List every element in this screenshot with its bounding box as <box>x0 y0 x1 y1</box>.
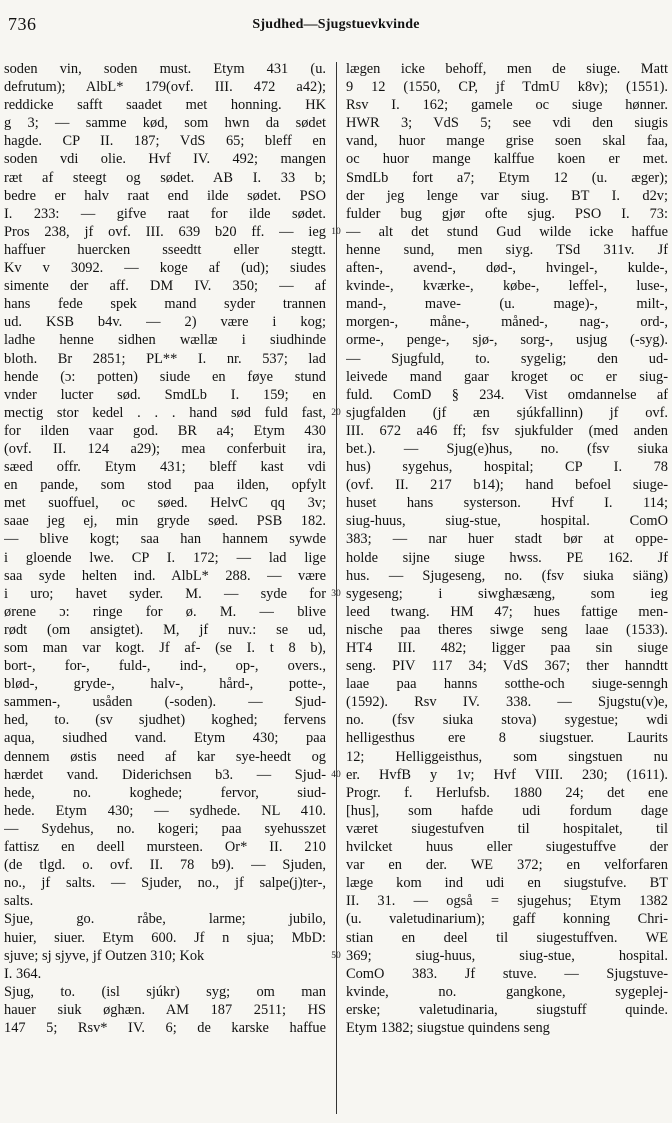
left-column-line: soden vdi olie. Hvf IV. 492; mangen <box>4 151 326 168</box>
left-column-line: fattisz en deell mursteen. Or* II. 210 <box>4 839 326 856</box>
left-column-line: haffuer huercken sseedtt eller stegtt. <box>4 241 326 258</box>
right-column-line: sjugfalden (jf æn sjúkfallinn) jf ovf. <box>346 404 668 421</box>
left-column-line: Sjug, to. (isl sjúkr) syg; om man <box>4 983 326 1000</box>
right-column-line: fuld. ComD § 234. Vist omdannelse af <box>346 386 668 403</box>
right-column-line: (u. valetudinarium); gaff konning Chri- <box>346 911 668 928</box>
line-number: 30 <box>331 588 341 599</box>
right-column-line: helligesthus ere 8 siugstuer. Laurits <box>346 730 668 747</box>
right-column-line: aften-, avend-, død-, hvingel-, kulde-, <box>346 260 668 277</box>
left-column-line: saae jeg ej, min gryde søed. PSB 182. <box>4 513 326 530</box>
line-number: 10 <box>331 226 341 237</box>
left-column-line: salts. <box>4 893 34 910</box>
right-column-line: (1592). Rsv IV. 338. — Sjugstu(v)e, <box>346 694 668 711</box>
right-column-line: holde sijne siuge hwss. PE 162. Jf <box>346 549 668 566</box>
left-column-line: hede, no. koghede; fervor, siud- <box>4 784 326 801</box>
left-column-line: (de tlgd. o. ovf. II. 78 b9). — Sjuden, <box>4 857 326 874</box>
right-column-line: er. HvfB y 1v; Hvf VIII. 230; (1611). <box>346 766 668 783</box>
right-column-line: stian en deel til siugestuffven. WE <box>346 929 668 946</box>
left-column-line: Pros 238, jf ovf. III. 639 b20 ff. — ieg <box>4 223 326 240</box>
right-column-line: HWR 3; VdS 5; see vdi den siugis <box>346 115 668 132</box>
right-column-line: siug-huus, siug-stue, hospital. ComO <box>346 513 668 530</box>
left-column-line: I. 233: — gifve raat for ilde sødet. <box>4 205 326 222</box>
right-column-line: fulder bug gjør ofte sjug. PSO I. 73: <box>346 205 668 222</box>
left-column-line: dennem østis need af kar sye-heedt og <box>4 748 326 765</box>
page-header <box>0 14 672 38</box>
left-column-line: for ilden vaar god. BR a4; Etym 430 <box>4 422 326 439</box>
right-column-line: mand-, mave- (u. mage)-, milt-, <box>346 296 668 313</box>
right-column-line: ComO 383. Jf stuve. — Sjugstuve- <box>346 965 668 982</box>
right-column-line: hus) sygehus, hospital; CP I. 78 <box>346 459 668 476</box>
right-column-line: var en der. WE 372; en velforfaren <box>346 857 668 874</box>
left-column-line: hed, to. (sv sjudhet) koghed; fervens <box>4 712 326 729</box>
line-number: 40 <box>331 769 341 780</box>
left-column <box>4 60 326 1037</box>
left-column-line: Kv v 3092. — koge af (ud); siudes <box>4 260 326 277</box>
left-column-line: — blive kogt; saa han hannem sywde <box>4 531 326 548</box>
right-column-line: [hus], som hafde udi fordum dage <box>346 802 668 819</box>
left-column-line: simente der aff. DM IV. 350; — af <box>4 278 326 295</box>
right-column-line: — Sjugfuld, to. sygelig; den ud- <box>346 350 668 367</box>
left-column-line: soden vin, soden must. Etym 431 (u. <box>4 61 326 77</box>
right-column-line: der jeg lenge var siug. BT I. d2v; <box>346 187 668 204</box>
page-number: 736 <box>8 14 37 34</box>
right-column-line: 383; — nar huer stadt bør at oppe- <box>346 531 668 548</box>
left-column-line: hans fede spek mand syder trannen <box>4 296 326 313</box>
right-column-line: Progr. f. Herlufsb. 1880 24; det ene <box>346 784 668 801</box>
left-column-line: sæed offr. Etym 431; bleff kast vdi <box>4 459 326 476</box>
right-column-line: HT4 III. 482; ligger paa sin siuge <box>346 640 668 656</box>
right-column-line: hus. — Sjugeseng, no. (fsv siuka siäng) <box>346 567 668 584</box>
right-column-line: oc huor mange kalffue koen er met. <box>346 151 668 168</box>
right-column-line: laae paa hanns sotthe-och siuge-senngh <box>346 676 668 693</box>
left-column-line: rødt (om ansigtet). M, jf nuv.: se ud, <box>4 621 326 638</box>
right-column-line: huset hans systerson. Hvf I. 114; <box>346 495 668 512</box>
right-column-line: Rsv I. 162; gamele oc siuge hønner. <box>346 97 668 114</box>
right-column-line: erske; valetudinaria, siugstuff quinde. <box>346 1001 668 1018</box>
right-column-line: morgen-, måne-, måned-, nag-, ord-, <box>346 314 668 331</box>
left-column-line: g 3; — samme kød, som hwn da sødet <box>4 115 326 132</box>
right-column-line: læge kom ind udi en siugstufve. BT <box>346 875 668 892</box>
left-column-line: ud. KSB b4v. — 2) være i kog; <box>4 314 326 331</box>
right-column-line: hvilcket huus eller siugestuffve der <box>346 839 668 856</box>
left-column-line: bloth. Br 2851; PL** I. nr. 537; lad <box>4 350 326 367</box>
left-column-line: ræt af steegt og sødet. AB I. 33 b; <box>4 169 326 186</box>
right-column-line: orme-, penge-, sjø-, sorg-, usjug (-syg). <box>346 332 668 349</box>
right-column-line: no. (fsv siuka stova) sygestue; wdi <box>346 712 668 729</box>
left-column-line: hende (ɔ: potten) siude en føye stund <box>4 368 326 385</box>
left-column-line: blød-, gryde-, halv-, hård-, potte-, <box>4 676 326 693</box>
left-column-line: I. 364. <box>4 965 42 982</box>
running-head: Sjudhed—Sjugstuevkvinde <box>252 17 420 32</box>
left-column-line: bort-, for-, fuld-, ind-, op-, overs., <box>4 658 326 675</box>
left-column-line: vnder lucter sød. SmdLb I. 159; en <box>4 386 326 403</box>
right-column-line: vand, huor mange grise soen skal faa, <box>346 133 668 150</box>
left-column-line: i uro; havet syder. M. — syde for <box>4 585 326 602</box>
left-column-line: sammen-, usåden (-soden). — Sjud- <box>4 694 326 711</box>
right-column-line: (ovf. II. 217 b14); hand befoel siuge- <box>346 477 668 494</box>
right-column-line: leed twang. HM 47; hues fattige men- <box>346 603 668 620</box>
left-column-line: som man var kogt. Jf af- (se I. t 8 b), <box>4 640 326 656</box>
right-column-line: lægen icke behoff, men de siuge. Matt <box>346 61 668 77</box>
right-column-line: 12; Helliggeisthus, som singstuen nu <box>346 748 668 765</box>
left-column-line: mectig stor kedel . . . hand sød fuld fast, <box>4 404 326 421</box>
left-column-line: (ovf. II. 124 a29); mea conferbuit ira, <box>4 440 326 457</box>
right-column <box>346 60 668 1037</box>
line-number: 20 <box>331 407 341 418</box>
right-column-line: 9 12 (1550, CP, jf TdmU k8v); (1551). <box>346 79 668 96</box>
right-column-line: 369; siug-huus, siug-stue, hospital. <box>346 947 668 964</box>
left-column-line: hærdet vand. Diderichsen b3. — Sjud- <box>4 766 326 783</box>
right-column-line: kvinde-, kværke-, købe-, leffel-, luse-, <box>346 278 668 295</box>
left-column-line: ladhe henne sidhen wællæ i siudhinde <box>4 332 326 349</box>
left-column-line: no., jf salts. — Sjuder, no., jf salpe(j)ter-, <box>4 875 326 892</box>
left-column-line: met suoffuel, oc søed. HelvC qq 3v; <box>4 495 326 512</box>
left-column-line: aqua, siudhed vand. Etym 430; paa <box>4 730 326 747</box>
right-column-line: kvinde, no. gangkone, sygeplej- <box>346 983 668 1000</box>
right-column-line: været siugestufven til hospitalet, til <box>346 820 668 837</box>
right-column-line: Etym 1382; siugstue quindens seng <box>346 1019 550 1036</box>
left-column-line: hauer siuk øghæn. AM 187 2511; HS <box>4 1001 326 1018</box>
left-column-line: 147 5; Rsv* IV. 6; de karske haffue <box>4 1019 326 1036</box>
right-column-line: SmdLb fort a7; Etym 12 (u. æger); <box>346 169 668 186</box>
right-column-line: II. 31. — også = sjugehus; Etym 1382 <box>346 893 668 910</box>
left-column-line: saa syde helten ind. AlbL* 288. — være <box>4 567 326 584</box>
right-column-line: III. 672 a46 ff; fsv sjukfulder (med anden <box>346 422 668 439</box>
left-column-line: — Sydehus, no. kogeri; paa syehusszet <box>4 820 326 837</box>
left-column-line: ørene ɔ: ringe for ø. M. — blive <box>4 603 326 620</box>
left-column-line: i gloende lwe. CP I. 172; — lad lige <box>4 549 326 566</box>
left-column-line: hagde. CP II. 187; VdS 65; bleff en <box>4 133 326 150</box>
right-column-line: henne sund, men siyg. TSd 311v. Jf <box>346 241 668 258</box>
left-column-line: en pande, som stod paa ilden, opfylt <box>4 477 326 494</box>
left-column-line: bedre er halv raat end ilde sødet. PSO <box>4 187 326 204</box>
left-column-line: hede. Etym 430; — sydhede. NL 410. <box>4 802 326 819</box>
left-column-line: sjuve; sj sjyve, jf Outzen 310; Kok <box>4 947 205 964</box>
right-column-line: seng. PIV 117 34; VdS 367; ther hanndtt <box>346 658 668 675</box>
right-column-line: sygeseng; i siwghæsæng, som ieg <box>346 585 668 602</box>
left-column-line: reddicke safft saadet met honning. HK <box>4 97 326 114</box>
left-column-line: defrutum); AlbL* 179(ovf. III. 472 a42); <box>4 79 326 96</box>
right-column-line: leivede mand gaar kroget oc er siug- <box>346 368 668 385</box>
left-column-line: huier, siuer. Etym 600. Jf n sjua; MbD: <box>4 929 326 946</box>
line-number: 50 <box>331 950 341 961</box>
right-column-line: — alt det stund Gud wilde icke haffue <box>346 223 668 240</box>
right-column-line: nische paa theres siwge seng laae (1533). <box>346 621 668 638</box>
left-column-line: Sjue, go. råbe, larme; jubilo, <box>4 911 326 928</box>
right-column-line: bet.). — Sjug(e)hus, no. (fsv siuka <box>346 440 668 457</box>
